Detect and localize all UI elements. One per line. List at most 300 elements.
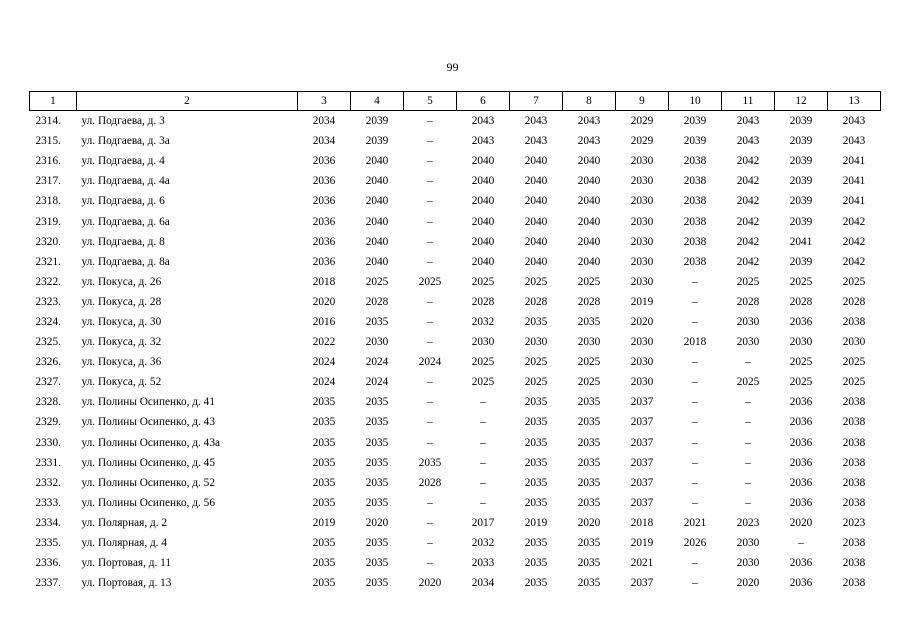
column-header-13: 13 xyxy=(828,92,881,111)
table-body xyxy=(30,111,881,594)
row-number: 2327. xyxy=(35,376,61,389)
row-number: 2328. xyxy=(35,396,61,409)
year-cell: 2018 xyxy=(630,516,654,529)
row-number: 2321. xyxy=(35,255,61,268)
address-cell: ул. Полины Осипенко, д. 45 xyxy=(81,456,215,469)
year-cell: 2039 xyxy=(365,115,389,128)
year-cell: 2025 xyxy=(577,376,601,389)
year-cell: 2036 xyxy=(312,255,336,268)
year-cell: 2024 xyxy=(312,356,336,369)
year-cell: – xyxy=(427,436,433,449)
year-cell: 2034 xyxy=(312,135,336,148)
year-cell: 2043 xyxy=(524,135,548,148)
table-row xyxy=(30,332,881,352)
year-cell: 2035 xyxy=(524,476,548,489)
year-cell: 2030 xyxy=(736,537,760,550)
year-cell: – xyxy=(692,315,698,328)
year-cell: 2037 xyxy=(630,396,654,409)
year-cell: 2038 xyxy=(842,456,866,469)
table-row xyxy=(30,473,881,493)
year-cell: 2020 xyxy=(736,577,760,590)
year-cell: 2038 xyxy=(842,557,866,570)
year-cell: 2043 xyxy=(842,135,866,148)
year-cell: – xyxy=(692,275,698,288)
address-cell: ул. Подгаева, д. 6 xyxy=(81,195,165,208)
year-cell: – xyxy=(427,416,433,429)
column-header-10: 10 xyxy=(669,92,722,111)
year-cell: – xyxy=(427,175,433,188)
year-cell: 2042 xyxy=(736,235,760,248)
year-cell: 2037 xyxy=(630,456,654,469)
table-row xyxy=(30,191,881,211)
year-cell: 2025 xyxy=(524,356,548,369)
row-number: 2333. xyxy=(35,496,61,509)
row-number: 2335. xyxy=(35,537,61,550)
year-cell: 2041 xyxy=(842,155,866,168)
year-cell: 2038 xyxy=(842,436,866,449)
table-row xyxy=(30,211,881,231)
year-cell: 2036 xyxy=(789,557,813,570)
year-cell: 2040 xyxy=(471,155,495,168)
address-cell: ул. Покуса, д. 28 xyxy=(81,295,162,308)
address-cell: ул. Покуса, д. 32 xyxy=(81,336,162,349)
year-cell: – xyxy=(427,537,433,550)
year-cell: 2040 xyxy=(471,175,495,188)
year-cell: 2040 xyxy=(524,195,548,208)
row-number: 2322. xyxy=(35,275,61,288)
year-cell: 2028 xyxy=(577,295,601,308)
year-cell: 2038 xyxy=(683,155,707,168)
year-cell: 2042 xyxy=(736,255,760,268)
year-cell: 2035 xyxy=(312,537,336,550)
year-cell: 2023 xyxy=(842,516,866,529)
year-cell: – xyxy=(745,476,751,489)
year-cell: – xyxy=(480,476,486,489)
year-cell: 2040 xyxy=(524,155,548,168)
year-cell: 2042 xyxy=(842,255,866,268)
year-cell: 2025 xyxy=(789,275,813,288)
year-cell: 2038 xyxy=(842,476,866,489)
year-cell: – xyxy=(692,295,698,308)
year-cell: – xyxy=(427,215,433,228)
address-cell: ул. Подгаева, д. 3 xyxy=(81,115,165,128)
year-cell: 2037 xyxy=(630,577,654,590)
table-row xyxy=(30,232,881,252)
year-cell: 2039 xyxy=(789,195,813,208)
year-cell: 2040 xyxy=(471,255,495,268)
year-cell: – xyxy=(692,396,698,409)
row-number: 2320. xyxy=(35,235,61,248)
year-cell: 2025 xyxy=(471,376,495,389)
table-row xyxy=(30,553,881,573)
table-row xyxy=(30,372,881,392)
year-cell: 2030 xyxy=(630,255,654,268)
table-row xyxy=(30,151,881,171)
year-cell: 2038 xyxy=(683,175,707,188)
year-cell: – xyxy=(427,195,433,208)
year-cell: 2030 xyxy=(736,557,760,570)
year-cell: – xyxy=(427,235,433,248)
year-cell: 2028 xyxy=(842,295,866,308)
year-cell: 2016 xyxy=(312,315,336,328)
year-cell: – xyxy=(427,557,433,570)
year-cell: 2039 xyxy=(365,135,389,148)
table-row xyxy=(30,131,881,151)
year-cell: 2038 xyxy=(842,496,866,509)
year-cell: 2043 xyxy=(524,115,548,128)
year-cell: 2026 xyxy=(683,537,707,550)
year-cell: 2035 xyxy=(577,456,601,469)
year-cell: 2042 xyxy=(842,215,866,228)
table-row xyxy=(30,312,881,332)
year-cell: – xyxy=(692,376,698,389)
column-header-5: 5 xyxy=(404,92,457,111)
year-cell: 2021 xyxy=(630,557,654,570)
year-cell: 2035 xyxy=(524,557,548,570)
year-cell: – xyxy=(745,496,751,509)
year-cell: 2029 xyxy=(630,135,654,148)
year-cell: 2040 xyxy=(577,235,601,248)
year-cell: 2035 xyxy=(312,396,336,409)
year-cell: 2035 xyxy=(524,456,548,469)
year-cell: 2030 xyxy=(630,376,654,389)
address-cell: ул. Покуса, д. 30 xyxy=(81,315,162,328)
year-cell: 2030 xyxy=(471,336,495,349)
year-cell: 2019 xyxy=(312,516,336,529)
year-cell: 2030 xyxy=(630,215,654,228)
year-cell: 2030 xyxy=(630,235,654,248)
address-cell: ул. Покуса, д. 52 xyxy=(81,376,162,389)
year-cell: 2030 xyxy=(630,336,654,349)
year-cell: – xyxy=(692,496,698,509)
year-cell: 2035 xyxy=(312,496,336,509)
year-cell: 2040 xyxy=(471,215,495,228)
row-number: 2336. xyxy=(35,557,61,570)
year-cell: 2033 xyxy=(471,557,495,570)
year-cell: 2043 xyxy=(577,115,601,128)
year-cell: – xyxy=(745,456,751,469)
year-cell: – xyxy=(480,416,486,429)
year-cell: 2037 xyxy=(630,496,654,509)
table-header-row xyxy=(30,92,881,111)
year-cell: 2035 xyxy=(577,557,601,570)
page-number: 99 xyxy=(446,60,459,74)
year-cell: 2039 xyxy=(789,215,813,228)
year-cell: 2038 xyxy=(842,577,866,590)
year-cell: 2043 xyxy=(842,115,866,128)
year-cell: 2035 xyxy=(418,456,442,469)
year-cell: 2038 xyxy=(683,215,707,228)
year-cell: 2040 xyxy=(577,255,601,268)
year-cell: 2036 xyxy=(312,235,336,248)
year-cell: 2035 xyxy=(365,496,389,509)
year-cell: 2041 xyxy=(789,235,813,248)
year-cell: 2038 xyxy=(842,315,866,328)
year-cell: 2041 xyxy=(842,195,866,208)
year-cell: 2030 xyxy=(789,336,813,349)
table-row xyxy=(30,533,881,553)
year-cell: 2040 xyxy=(577,195,601,208)
year-cell: 2028 xyxy=(736,295,760,308)
year-cell: 2030 xyxy=(630,356,654,369)
year-cell: 2035 xyxy=(365,315,389,328)
row-number: 2315. xyxy=(35,135,61,148)
table-row xyxy=(30,453,881,473)
year-cell: 2034 xyxy=(312,115,336,128)
year-cell: – xyxy=(427,155,433,168)
year-cell: 2040 xyxy=(524,235,548,248)
address-cell: ул. Подгаева, д. 4 xyxy=(81,155,165,168)
year-cell: – xyxy=(427,255,433,268)
year-cell: 2025 xyxy=(577,275,601,288)
year-cell: 2042 xyxy=(736,175,760,188)
year-cell: 2038 xyxy=(683,235,707,248)
column-header-3: 3 xyxy=(298,92,351,111)
table-row xyxy=(30,272,881,292)
year-cell: 2035 xyxy=(312,476,336,489)
year-cell: 2035 xyxy=(577,476,601,489)
year-cell: 2030 xyxy=(736,315,760,328)
year-cell: 2040 xyxy=(365,235,389,248)
year-cell: 2035 xyxy=(312,436,336,449)
year-cell: – xyxy=(427,516,433,529)
year-cell: – xyxy=(692,456,698,469)
year-cell: 2040 xyxy=(365,255,389,268)
year-cell: – xyxy=(480,456,486,469)
year-cell: 2035 xyxy=(524,416,548,429)
row-number: 2319. xyxy=(35,215,61,228)
year-cell: 2030 xyxy=(524,336,548,349)
year-cell: 2019 xyxy=(524,516,548,529)
year-cell: 2036 xyxy=(312,175,336,188)
year-cell: 2038 xyxy=(842,396,866,409)
year-cell: 2035 xyxy=(312,416,336,429)
year-cell: 2042 xyxy=(736,195,760,208)
year-cell: 2020 xyxy=(418,577,442,590)
year-cell: 2037 xyxy=(630,476,654,489)
year-cell: 2036 xyxy=(789,416,813,429)
year-cell: 2039 xyxy=(789,115,813,128)
year-cell: 2036 xyxy=(312,215,336,228)
year-cell: 2025 xyxy=(842,275,866,288)
year-cell: 2035 xyxy=(312,456,336,469)
year-cell: – xyxy=(798,537,804,550)
year-cell: 2025 xyxy=(842,376,866,389)
year-cell: 2036 xyxy=(312,155,336,168)
year-cell: – xyxy=(427,295,433,308)
year-cell: 2028 xyxy=(471,295,495,308)
year-cell: – xyxy=(480,436,486,449)
year-cell: 2020 xyxy=(365,516,389,529)
table-row xyxy=(30,573,881,593)
column-header-6: 6 xyxy=(457,92,510,111)
year-cell: 2040 xyxy=(365,215,389,228)
year-cell: 2035 xyxy=(365,577,389,590)
year-cell: 2035 xyxy=(524,396,548,409)
year-cell: 2025 xyxy=(471,356,495,369)
year-cell: 2030 xyxy=(630,175,654,188)
table-row xyxy=(30,292,881,312)
table-row xyxy=(30,412,881,432)
row-number: 2317. xyxy=(35,175,61,188)
year-cell: 2039 xyxy=(789,155,813,168)
year-cell: 2020 xyxy=(577,516,601,529)
year-cell: 2040 xyxy=(471,195,495,208)
address-cell: ул. Подгаева, д. 8а xyxy=(81,255,170,268)
year-cell: 2025 xyxy=(789,376,813,389)
year-cell: – xyxy=(427,396,433,409)
year-cell: – xyxy=(692,577,698,590)
address-cell: ул. Подгаева, д. 4а xyxy=(81,175,170,188)
year-cell: – xyxy=(427,376,433,389)
year-cell: 2039 xyxy=(789,255,813,268)
year-cell: 2040 xyxy=(577,215,601,228)
year-cell: 2017 xyxy=(471,516,495,529)
year-cell: 2020 xyxy=(789,516,813,529)
year-cell: – xyxy=(427,336,433,349)
year-cell: 2036 xyxy=(312,195,336,208)
year-cell: 2042 xyxy=(842,235,866,248)
column-header-11: 11 xyxy=(722,92,775,111)
year-cell: – xyxy=(692,416,698,429)
year-cell: 2038 xyxy=(842,416,866,429)
table-row xyxy=(30,171,881,191)
year-cell: 2042 xyxy=(736,215,760,228)
year-cell: 2043 xyxy=(471,115,495,128)
year-cell: 2035 xyxy=(312,557,336,570)
column-header-4: 4 xyxy=(351,92,404,111)
year-cell: 2019 xyxy=(630,295,654,308)
year-cell: – xyxy=(745,396,751,409)
year-cell: 2025 xyxy=(365,275,389,288)
year-cell: 2022 xyxy=(312,336,336,349)
table-row xyxy=(30,392,881,412)
year-cell: 2040 xyxy=(577,155,601,168)
year-cell: 2038 xyxy=(683,195,707,208)
row-number: 2331. xyxy=(35,456,61,469)
year-cell: 2035 xyxy=(312,577,336,590)
year-cell: 2040 xyxy=(365,175,389,188)
year-cell: 2043 xyxy=(736,115,760,128)
year-cell: 2040 xyxy=(524,255,548,268)
year-cell: 2035 xyxy=(365,476,389,489)
year-cell: 2040 xyxy=(524,215,548,228)
year-cell: – xyxy=(692,356,698,369)
year-cell: 2025 xyxy=(577,356,601,369)
year-cell: 2035 xyxy=(365,537,389,550)
year-cell: 2030 xyxy=(630,195,654,208)
year-cell: 2028 xyxy=(418,476,442,489)
year-cell: 2036 xyxy=(789,315,813,328)
row-number: 2325. xyxy=(35,336,61,349)
year-cell: 2038 xyxy=(842,537,866,550)
year-cell: 2020 xyxy=(630,315,654,328)
row-number: 2326. xyxy=(35,356,61,369)
year-cell: 2043 xyxy=(471,135,495,148)
address-cell: ул. Портовая, д. 11 xyxy=(81,557,171,570)
address-cell: ул. Полины Осипенко, д. 43а xyxy=(81,436,220,449)
table-row xyxy=(30,513,881,533)
year-cell: 2035 xyxy=(577,577,601,590)
year-cell: 2030 xyxy=(577,336,601,349)
year-cell: 2032 xyxy=(471,537,495,550)
year-cell: 2035 xyxy=(524,537,548,550)
row-number: 2324. xyxy=(35,315,61,328)
year-cell: 2035 xyxy=(524,496,548,509)
year-cell: – xyxy=(480,396,486,409)
year-cell: 2035 xyxy=(524,436,548,449)
year-cell: 2040 xyxy=(365,195,389,208)
row-number: 2318. xyxy=(35,195,61,208)
year-cell: 2023 xyxy=(736,516,760,529)
year-cell: 2040 xyxy=(471,235,495,248)
year-cell: 2025 xyxy=(789,356,813,369)
year-cell: 2035 xyxy=(577,396,601,409)
table-row xyxy=(30,493,881,513)
column-header-12: 12 xyxy=(775,92,828,111)
column-header-1: 1 xyxy=(30,92,77,111)
year-cell: 2035 xyxy=(577,537,601,550)
year-cell: 2035 xyxy=(365,396,389,409)
year-cell: 2038 xyxy=(683,255,707,268)
year-cell: – xyxy=(745,356,751,369)
year-cell: 2042 xyxy=(736,155,760,168)
year-cell: – xyxy=(427,115,433,128)
year-cell: – xyxy=(427,135,433,148)
year-cell: 2035 xyxy=(365,557,389,570)
year-cell: 2025 xyxy=(736,376,760,389)
year-cell: 2043 xyxy=(736,135,760,148)
year-cell: 2019 xyxy=(630,537,654,550)
table-row xyxy=(30,352,881,372)
year-cell: 2018 xyxy=(683,336,707,349)
year-cell: 2037 xyxy=(630,416,654,429)
year-cell: 2035 xyxy=(524,577,548,590)
year-cell: – xyxy=(745,436,751,449)
year-cell: 2028 xyxy=(365,295,389,308)
year-cell: 2035 xyxy=(577,496,601,509)
address-cell: ул. Покуса, д. 36 xyxy=(81,356,162,369)
year-cell: 2043 xyxy=(577,135,601,148)
row-number: 2334. xyxy=(35,516,61,529)
year-cell: 2029 xyxy=(630,115,654,128)
year-cell: – xyxy=(692,476,698,489)
column-header-8: 8 xyxy=(563,92,616,111)
year-cell: 2039 xyxy=(683,135,707,148)
year-cell: 2025 xyxy=(524,376,548,389)
address-cell: ул. Подгаева, д. 6а xyxy=(81,215,170,228)
year-cell: 2039 xyxy=(789,135,813,148)
row-number: 2314. xyxy=(35,115,61,128)
year-cell: 2035 xyxy=(524,315,548,328)
year-cell: – xyxy=(480,496,486,509)
year-cell: 2030 xyxy=(842,336,866,349)
year-cell: 2030 xyxy=(736,336,760,349)
year-cell: 2036 xyxy=(789,456,813,469)
row-number: 2316. xyxy=(35,155,61,168)
year-cell: 2030 xyxy=(365,336,389,349)
year-cell: 2035 xyxy=(577,416,601,429)
year-cell: 2035 xyxy=(365,416,389,429)
address-cell: ул. Полины Осипенко, д. 41 xyxy=(81,396,215,409)
year-cell: – xyxy=(692,436,698,449)
year-cell: 2030 xyxy=(630,275,654,288)
year-cell: 2018 xyxy=(312,275,336,288)
year-cell: 2024 xyxy=(312,376,336,389)
address-cell: ул. Покуса, д. 26 xyxy=(81,275,162,288)
year-cell: 2025 xyxy=(418,275,442,288)
year-cell: 2024 xyxy=(418,356,442,369)
